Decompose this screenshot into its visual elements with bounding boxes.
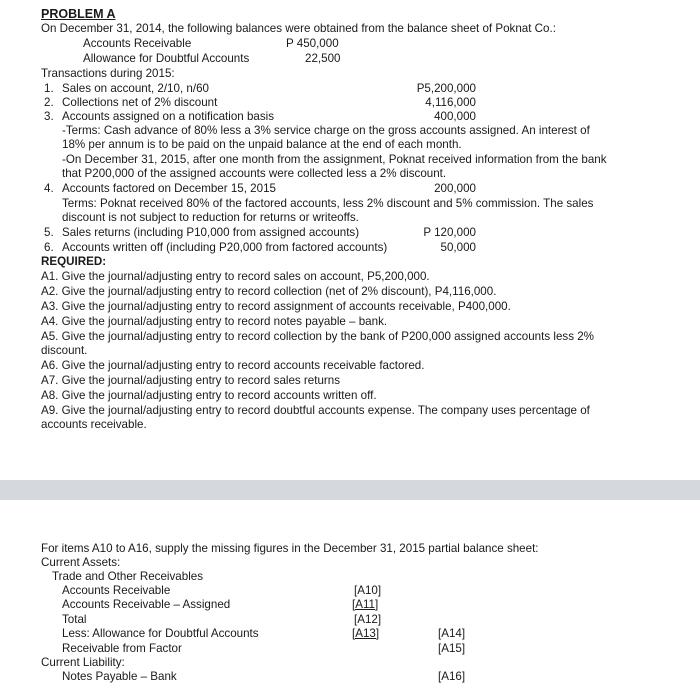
transaction-text: Sales on account, 2/10, n/60 [62, 82, 209, 95]
balance-value-ar: P 450,000 [286, 37, 339, 50]
bs-row-label: Accounts Receivable – Assigned [62, 598, 231, 611]
intro-text: On December 31, 2014, the following balances were obtained from the balance sheet of Poknat Co.: [41, 22, 556, 35]
transaction-note: -On December 31, 2015, after one month from the assignment, Poknat received information from the bank [62, 153, 607, 166]
transaction-note: 18% per annum is to be paid on the unpaid balance at the end of each month. [62, 138, 462, 151]
required-heading: REQUIRED: [41, 255, 107, 268]
bs-row-label: Notes Payable – Bank [62, 670, 177, 683]
transaction-note: Terms: Poknat received 80% of the factored accounts, less 2% discount and 5% commission. The sales [62, 197, 594, 210]
balance-label-allowance: Allowance for Doubtful Accounts [83, 52, 250, 65]
transaction-text: Accounts written off (including P20,000 from factored accounts) [62, 241, 388, 254]
bs-row-label: Total [62, 613, 87, 626]
bs-blank-a14: [A14] [438, 627, 466, 640]
bs-blank-a10: [A10] [354, 584, 382, 597]
transaction-number: 1. [44, 82, 54, 95]
balance-sheet-intro: For items A10 to A16, supply the missing figures in the December 31, 2015 partial balance sheet: [41, 542, 539, 555]
required-item: accounts receivable. [41, 418, 147, 431]
transaction-amount: 400,000 [434, 110, 476, 123]
bs-blank-a15: [A15] [438, 642, 466, 655]
transaction-text: Sales returns (including P10,000 from assigned accounts) [62, 226, 360, 239]
bs-blank-a16: [A16] [438, 670, 466, 683]
transactions-heading: Transactions during 2015: [41, 67, 175, 80]
transaction-amount: P5,200,000 [416, 82, 476, 95]
problem-title: PROBLEM A [41, 7, 116, 21]
bs-blank-a13: [A13] [352, 627, 380, 640]
current-assets-heading: Current Assets: [41, 556, 121, 569]
required-item: A7. Give the journal/adjusting entry to record sales returns [41, 374, 341, 387]
required-item: A2. Give the journal/adjusting entry to record collection (net of 2% discount), P4,116,000. [41, 285, 497, 298]
transaction-note: that P200,000 of the assigned accounts were collected less a 2% discount. [62, 167, 447, 180]
transaction-number: 3. [44, 110, 54, 123]
bs-row-label: Accounts Receivable [62, 584, 171, 597]
bs-blank-a11: [A11] [352, 598, 379, 611]
bs-blank-a12: [A12] [354, 613, 382, 626]
transaction-text: Collections net of 2% discount [62, 96, 218, 109]
required-item: A5. Give the journal/adjusting entry to record collection by the bank of P200,000 assigned accounts less 2% [41, 330, 594, 343]
required-item: A4. Give the journal/adjusting entry to record notes payable – bank. [41, 315, 388, 328]
transaction-amount: 50,000 [440, 241, 476, 254]
transaction-amount: P 120,000 [423, 226, 476, 239]
transaction-number: 6. [44, 241, 54, 254]
required-item: A8. Give the journal/adjusting entry to record accounts written off. [41, 389, 377, 402]
transaction-note: -Terms: Cash advance of 80% less a 3% service charge on the gross accounts assigned. An interest of [62, 124, 590, 137]
transaction-number: 4. [44, 182, 54, 195]
transaction-number: 5. [44, 226, 54, 239]
bs-row-label: Less: Allowance for Doubtful Accounts [62, 627, 259, 640]
balance-value-allowance: 22,500 [305, 52, 341, 65]
transaction-text: Accounts assigned on a notification basis [62, 110, 275, 123]
transaction-amount: 200,000 [434, 182, 476, 195]
trade-receivables-heading: Trade and Other Receivables [52, 570, 204, 583]
section-divider [0, 480, 700, 500]
required-item: A1. Give the journal/adjusting entry to record sales on account, P5,200,000. [41, 270, 430, 283]
transaction-note: discount is not subject to reduction for returns or writeoffs. [62, 211, 359, 224]
current-liability-heading: Current Liability: [41, 656, 125, 669]
transaction-text: Accounts factored on December 15, 2015 [62, 182, 276, 195]
transaction-amount: 4,116,000 [425, 96, 476, 109]
required-item: A3. Give the journal/adjusting entry to record assignment of accounts receivable, P400,000. [41, 300, 511, 313]
balance-label-ar: Accounts Receivable [83, 37, 192, 50]
transaction-number: 2. [44, 96, 54, 109]
required-item: A6. Give the journal/adjusting entry to record accounts receivable factored. [41, 359, 425, 372]
bs-row-label: Receivable from Factor [62, 642, 182, 655]
required-item: A9. Give the journal/adjusting entry to record doubtful accounts expense. The company uses percentage of [41, 404, 590, 417]
required-item: discount. [41, 344, 88, 357]
